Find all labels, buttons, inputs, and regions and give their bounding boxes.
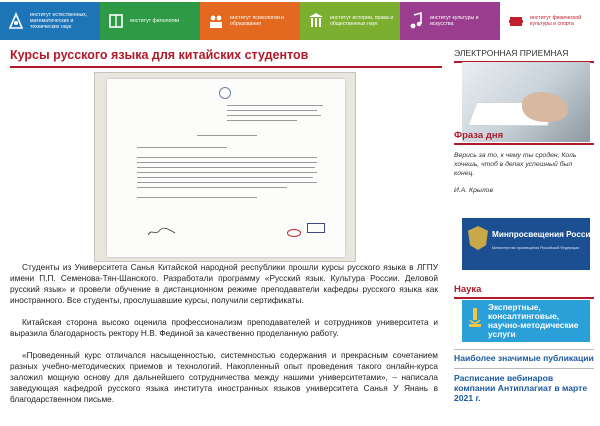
institute-label: институт филологии — [130, 18, 180, 24]
letter-line — [137, 172, 317, 173]
institute-tile-sport[interactable] — [500, 2, 600, 40]
sport-icon — [506, 10, 526, 32]
institute-tile-science[interactable] — [0, 2, 100, 40]
webinars-link[interactable]: Расписание вебинаров компании Антиплагиат в марте 2021 г. — [454, 373, 588, 403]
institute-label: институт естественных, математических и технических наук — [30, 12, 88, 30]
letter-line — [137, 162, 317, 163]
letter-line — [137, 147, 227, 148]
music-icon — [406, 10, 426, 32]
letter-line — [197, 135, 257, 136]
expert-services-banner[interactable] — [462, 300, 590, 342]
page-title: Курсы русского языка для китайских студентов — [10, 48, 309, 62]
sidebar-divider — [454, 143, 594, 145]
article-paragraph: Студенты из Университета Санья Китайской народной республики прошли курсы русского языка в ЛГПУ имени П.П. Семенова-Тян-Шанского. Разработали программу «Русский язык. Культура России. Деловой русский язык» и провели обучение в дистанционном режиме преподаватели кафедры русского языка как иностранного. Все студенты, прослушавшие курсы, получили сертификаты. — [10, 262, 438, 305]
letter-line — [227, 110, 317, 111]
red-stamp-mark — [287, 229, 301, 237]
science-block — [454, 284, 594, 299]
institute-tile-psychology[interactable] — [200, 2, 300, 40]
links-block — [454, 348, 594, 403]
science-icon — [6, 10, 26, 32]
institute-tile-culture[interactable] — [400, 2, 500, 40]
ministry-subtitle: Министерство просвещения Российской Федерации — [492, 246, 580, 250]
ministry-label: Минпросвещения России — [492, 230, 596, 239]
letter-line — [137, 187, 287, 188]
seal-mark — [219, 87, 231, 99]
publications-link[interactable]: Наиболее значимые публикации — [454, 353, 594, 363]
letter-line — [227, 120, 297, 121]
coat-of-arms-icon — [468, 226, 488, 250]
phrase-author: И.А. Крылов — [454, 187, 494, 194]
title-divider — [10, 66, 442, 68]
signature-mark — [147, 227, 177, 237]
columns-icon — [306, 10, 326, 32]
sidebar — [454, 48, 596, 403]
sidebar-divider — [454, 297, 594, 299]
science-title: Наука — [454, 284, 482, 295]
institutes-bar — [0, 0, 600, 42]
microscope-icon — [466, 306, 484, 330]
reception-title[interactable]: ЭЛЕКТРОННАЯ ПРИЕМНАЯ — [454, 48, 569, 58]
phrase-block — [454, 130, 594, 195]
letter-document-image — [107, 79, 345, 257]
article-paragraph: Китайская сторона высоко оценила профессионализм преподавателей и сотрудников университета и выразила благодарность ректору Н.В. Фединой за качественно проделанную работу. — [10, 317, 438, 338]
sidebar-divider — [454, 368, 594, 369]
phrase-text: Верись за то, к чему ты сроден, Коль хочешь, чтоб в делах успешный был конец. — [454, 152, 577, 177]
letter-line — [137, 177, 313, 178]
letter-line — [137, 167, 315, 168]
registration-stamp — [307, 223, 325, 233]
letter-line — [137, 157, 317, 158]
institute-label: институт истории, права и общественных наук — [330, 15, 394, 27]
article-paragraph: «Проведенный курс отличался насыщенностью, системностью содержания и прекрасным сочетанием разных учебно-методических приемов и технологий. Накопленный опыт проведения такого онлайн-курса заложил мощную основу для дальнейшего сотрудничества между нашими университетами», – написала заведующая кафедрой русского языка института иностранных языков университета Санья У Янань в благодарственном письме. — [10, 350, 438, 404]
sidebar-divider — [454, 349, 594, 350]
institute-label: институт культуры и искусства — [430, 15, 479, 27]
institute-label: институт психологии и образования — [230, 15, 285, 27]
hand-shape — [522, 92, 568, 122]
letter-line — [227, 115, 321, 116]
ministry-banner[interactable] — [462, 218, 596, 270]
phrase-title: Фраза дня — [454, 130, 504, 141]
institute-tile-history[interactable] — [300, 2, 400, 40]
article — [10, 48, 442, 68]
expert-label: Экспертные, консалтинговые, научно-методические услуги — [488, 302, 579, 339]
letter-line — [137, 197, 257, 198]
article-photo[interactable] — [94, 72, 356, 262]
book-icon — [106, 10, 126, 32]
letter-line — [137, 182, 317, 183]
institute-label: институт физической культуры и спорта — [530, 15, 582, 27]
letter-line — [227, 105, 323, 106]
institute-tile-philology[interactable] — [100, 2, 200, 40]
article-body — [10, 262, 438, 416]
people-icon — [206, 10, 226, 32]
